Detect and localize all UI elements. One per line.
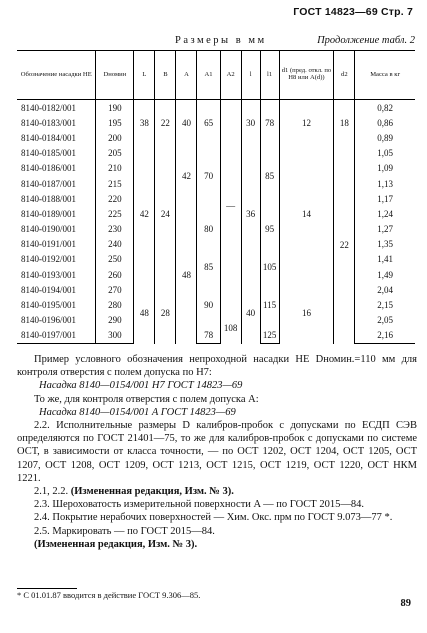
col-d1: d1 (пред. откл. по H8 или A(d)) (279, 51, 334, 100)
edition-note: (Измененная редакция, Изм. № 3). (34, 538, 198, 550)
cell-A1: 80 (197, 206, 220, 252)
cell-l1: 125 (260, 328, 279, 344)
cell-mass: 1,13 (355, 176, 415, 191)
cell-code: 8140-0184/001 (21, 132, 76, 143)
cell-dnom: 240 (96, 237, 134, 252)
cell-dnom: 190 (96, 100, 134, 116)
cell-A1: 90 (197, 282, 220, 328)
cell-A1: 85 (197, 252, 220, 282)
cell-d1: 14 (279, 146, 334, 283)
cell-dnom: 260 (96, 267, 134, 282)
cell-mass: 1,09 (355, 161, 415, 176)
page-header: ГОСТ 14823—69 Стр. 7 (293, 6, 413, 18)
cell-code: 8140-0197/001 (17, 328, 96, 344)
col-l: l (241, 51, 260, 100)
example-intro-a: То же, для контроля отверстия с полем допуска A: (34, 393, 259, 405)
cell-dnom: 220 (96, 191, 134, 206)
col-B: B (155, 51, 176, 100)
cell-dnom: 280 (96, 297, 134, 312)
cell-code: 8140-0196/001 (21, 315, 76, 326)
cell-L: 42 (134, 146, 155, 283)
cell-B: 22 (155, 100, 176, 146)
cell-A: 42 (176, 146, 197, 207)
cell-code: 8140-0186/001 (21, 163, 76, 174)
cell-B: 24 (155, 146, 176, 283)
cell-code: 8140-0193/001 (21, 269, 76, 280)
cell-dnom: 225 (96, 206, 134, 221)
cell-dnom: 210 (96, 161, 134, 176)
cell-dnom: 205 (96, 146, 134, 161)
cell-dnom: 195 (96, 115, 134, 130)
cell-d1: 12 (279, 100, 334, 146)
cell-A1: 65 (197, 100, 220, 146)
cell-code: 8140-0194/001 (21, 284, 76, 295)
cell-code: 8140-0188/001 (21, 193, 76, 204)
cell-code: 8140-0192/001 (21, 254, 76, 265)
cell-d1: 16 (279, 282, 334, 343)
cell-dnom: 230 (96, 222, 134, 237)
example-designation-a: Насадка 8140—0154/001 A ГОСТ 14823—69 (39, 406, 236, 418)
cell-l: 30 (241, 100, 260, 146)
cell-mass: 2,04 (355, 282, 415, 297)
cell-l: 40 (241, 282, 260, 343)
footnote-divider (17, 588, 77, 589)
cell-code: 8140-0185/001 (21, 148, 76, 159)
clause-2-1-2-2-edit (17, 485, 417, 498)
cell-code: 8140-0190/001 (21, 224, 76, 235)
cell-mass: 1,17 (355, 191, 415, 206)
cell-dnom: 290 (96, 313, 134, 328)
dimensions-table (17, 50, 415, 344)
cell-mass: 0,86 (355, 115, 415, 130)
cell-mass: 1,05 (355, 146, 415, 161)
cell-code: 8140-0191/001 (21, 239, 76, 250)
col-L: L (134, 51, 155, 100)
col-l1: l1 (260, 51, 279, 100)
cell-dnom: 200 (96, 130, 134, 145)
col-A1: A1 (197, 51, 220, 100)
cell-code: 8140-0182/001 (21, 102, 76, 113)
cell-code: 8140-0183/001 (21, 117, 76, 128)
clause-2-3: 2.3. Шероховатость измерительной поверхности A — по ГОСТ 2015—84. (34, 499, 364, 511)
cell-l1: 85 (260, 146, 279, 207)
table-row (17, 328, 415, 344)
col-A: A (176, 51, 197, 100)
cell-dnom: 300 (96, 328, 134, 344)
cell-L: 48 (134, 282, 155, 343)
cell-dnom: 270 (96, 282, 134, 297)
col-designation: Обозначение насадки НЕ (17, 51, 96, 100)
cell-dnom: 215 (96, 176, 134, 191)
cell-A2: — (220, 100, 241, 313)
example-intro: Пример условного обозначения непроходной насадки НЕ Dномин.=110 мм для контроля отверстия с полем допуска по H7: (17, 354, 417, 379)
cell-A1: 70 (197, 146, 220, 207)
caption-units: Размеры в мм (175, 35, 267, 46)
table-row (17, 282, 415, 297)
col-A2: A2 (220, 51, 241, 100)
cell-d2: 22 (334, 146, 355, 344)
clause-2-4: 2.4. Покрытие нерабочих поверхностей — Хим. Окс. прм по ГОСТ 9.073—77 *. (34, 512, 393, 524)
cell-mass: 1,27 (355, 222, 415, 237)
example-designation-h7: Насадка 8140—0154/001 H7 ГОСТ 14823—69 (39, 380, 243, 392)
col-dnom: Dномин (96, 51, 134, 100)
cell-l1: 115 (260, 282, 279, 328)
cell-l1: 105 (260, 252, 279, 282)
cell-mass: 2,16 (355, 328, 415, 344)
table-header-row (17, 51, 415, 100)
clause-2-2: 2.2. Исполнительные размеры D калибров-пробок с допусками по ЕСДП СЭВ определяются по ГОСТ 21401—75, то же для калибров-пробок с допусками по системе ОСТ, в зависимости от класса точности, — по ОСТ 1202, ОСТ 1204, ОСТ 1205, ОСТ 1207, ОСТ 1208, ОСТ 1209, ОСТ 1213, ОСТ 1215, ОСТ 1219, ОСТ 1220, ОСТ НКМ 1221. (17, 420, 417, 484)
cell-B: 28 (155, 282, 176, 343)
cell-code: 8140-0195/001 (21, 300, 76, 311)
cell-mass: 1,41 (355, 252, 415, 267)
cell-A: 40 (176, 100, 197, 146)
edition-note: (Измененная редакция, Изм. № 3). (70, 486, 234, 498)
page-number: 89 (400, 598, 411, 609)
footnote: * С 01.01.87 вводится в действие ГОСТ 9.306—85. (17, 590, 201, 600)
cell-l: 36 (241, 146, 260, 283)
cell-code: 8140-0187/001 (21, 178, 76, 189)
cell-mass: 2,15 (355, 297, 415, 312)
clause-ref: 2.1, 2.2. (34, 486, 69, 498)
cell-A2: 108 (220, 313, 241, 344)
cell-A: 48 (176, 206, 197, 343)
cell-l1: 95 (260, 206, 279, 252)
table-row (17, 100, 415, 116)
col-d2: d2 (334, 51, 355, 100)
cell-l1: 78 (260, 100, 279, 146)
cell-mass: 1,49 (355, 267, 415, 282)
cell-mass: 0,89 (355, 130, 415, 145)
cell-L: 38 (134, 100, 155, 146)
cell-mass: 1,35 (355, 237, 415, 252)
cell-dnom: 250 (96, 252, 134, 267)
cell-mass: 2,05 (355, 313, 415, 328)
cell-d2: 18 (334, 100, 355, 146)
caption-continuation: Продолжение табл. 2 (317, 35, 415, 46)
cell-code: 8140-0189/001 (21, 208, 76, 219)
cell-A1: 78 (197, 328, 220, 344)
table-row (17, 252, 415, 267)
table-row (17, 206, 415, 221)
table-row (17, 146, 415, 161)
cell-mass: 0,82 (355, 100, 415, 116)
body-text (17, 353, 417, 551)
clause-2-5: 2.5. Маркировать — по ГОСТ 2015—84. (34, 525, 215, 537)
cell-mass: 1,24 (355, 206, 415, 221)
col-mass: Масса в кг (355, 51, 415, 100)
